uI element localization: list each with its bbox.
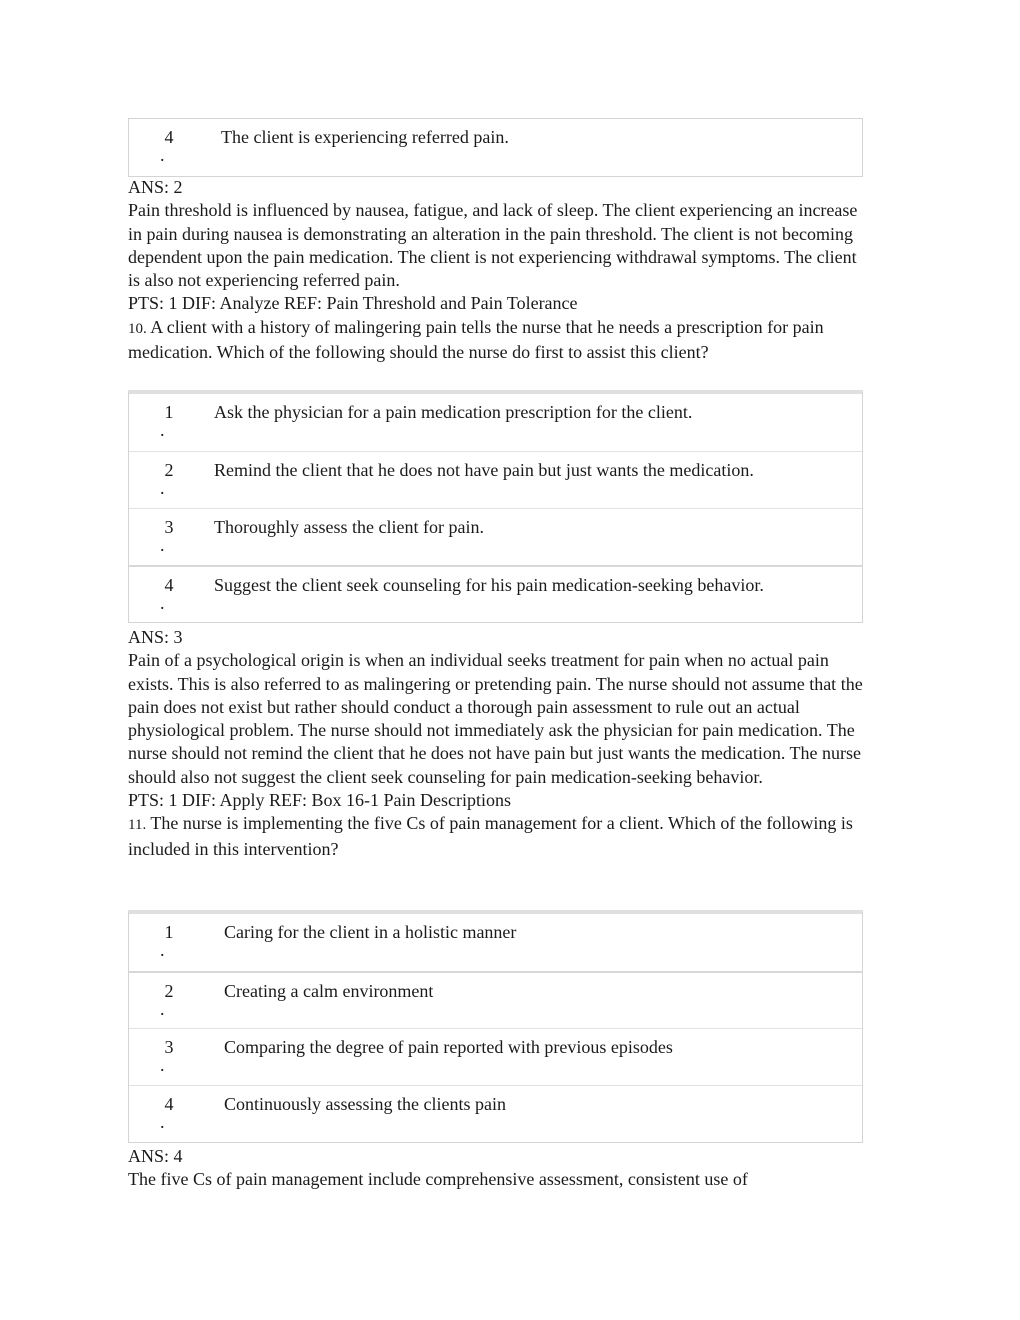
option-text: Caring for the client in a holistic manner — [224, 922, 517, 942]
rationale-text: The five Cs of pain management include comprehensive assessment, consistent use of — [128, 1169, 748, 1190]
option-row — [129, 914, 862, 971]
answer-label: ANS: 2 — [128, 177, 183, 197]
page-top-mark — [500, 0, 513, 5]
options-table — [128, 910, 863, 1143]
answer-label: ANS: 4 — [128, 1146, 183, 1166]
option-text: The client is experiencing referred pain. — [221, 127, 509, 147]
option-row — [129, 508, 862, 565]
option-text: Ask the physician for a pain medication prescription for the client. — [214, 402, 693, 422]
option-number: 4 . — [160, 1094, 174, 1132]
option-text: Thoroughly assess the client for pain. — [214, 517, 484, 537]
question-number: 11. — [128, 817, 147, 834]
option-text: Comparing the degree of pain reported with previous episodes — [224, 1037, 673, 1057]
option-row — [129, 1085, 862, 1142]
question-11-stem: 11. The nurse is implementing the five Cs of pain management for a client. Which of the following is included in this intervention? — [128, 813, 853, 859]
rationale-text: Pain of a psychological origin is when an individual seeks treatment for pain when no actual pain exists. This is also referred to as malingering or pretending pain. The nurse should not assume that the pain does not exist but rather should conduct a thorough pain assessment to rule out an actual physiological problem. The nurse should not immediately ask the physician for pain medication. The nurse should not remind the client that he does not have pain but just wants the medication. The nurse should also not suggest the client seek counseling for pain medication-seeking behavior. — [128, 650, 863, 787]
question-number: 10. — [128, 320, 147, 337]
question-10-stem: 10. A client with a history of malingering pain tells the nurse that he needs a prescription for pain medication. Which of the following should the nurse do first to assist this client? — [128, 316, 824, 363]
option-text: Remind the client that he does not have pain but just wants the medication. — [214, 460, 754, 480]
option-row — [129, 119, 862, 176]
answer-label: ANS: 3 — [128, 627, 183, 647]
option-number: 4 . — [160, 127, 174, 165]
question-11-answer-section — [128, 1145, 873, 1192]
option-number: 4 . — [160, 575, 174, 613]
question-10-options — [128, 390, 873, 623]
option-number: 3 . — [160, 517, 174, 555]
option-number: 1 . — [160, 402, 174, 440]
question-10-answer-section — [128, 626, 873, 861]
question-meta: PTS: 1 DIF: Analyze REF: Pain Threshold and Pain Tolerance — [128, 293, 578, 314]
option-number: 2 . — [160, 981, 174, 1019]
rationale-text: Pain threshold is influenced by nausea, fatigue, and lack of sleep. The client experiencing an increase in pain during nausea is demonstrating an alteration in the pain threshold. The client is not becoming dependent upon the pain medication. The client is not experiencing withdrawal symptoms. The client is also not experiencing referred pain. — [128, 200, 858, 291]
option-text: Creating a calm environment — [224, 981, 434, 1001]
option-number: 2 . — [160, 460, 174, 498]
question-11-options — [128, 910, 873, 1143]
option-row — [129, 971, 862, 1028]
option-number: 3 . — [160, 1037, 174, 1075]
option-row — [129, 565, 862, 622]
option-row — [129, 1028, 862, 1085]
prev-question — [128, 118, 873, 177]
option-row — [129, 451, 862, 508]
question-meta: PTS: 1 DIF: Apply REF: Box 16-1 Pain Descriptions — [128, 790, 512, 811]
option-text: Continuously assessing the clients pain — [224, 1094, 506, 1114]
options-table — [128, 390, 863, 623]
option-row — [129, 394, 862, 451]
prev-answer-section — [128, 176, 873, 364]
prev-options-table — [128, 118, 863, 177]
option-text: Suggest the client seek counseling for his pain medication-seeking behavior. — [214, 575, 764, 595]
option-number: 1 . — [160, 922, 174, 960]
